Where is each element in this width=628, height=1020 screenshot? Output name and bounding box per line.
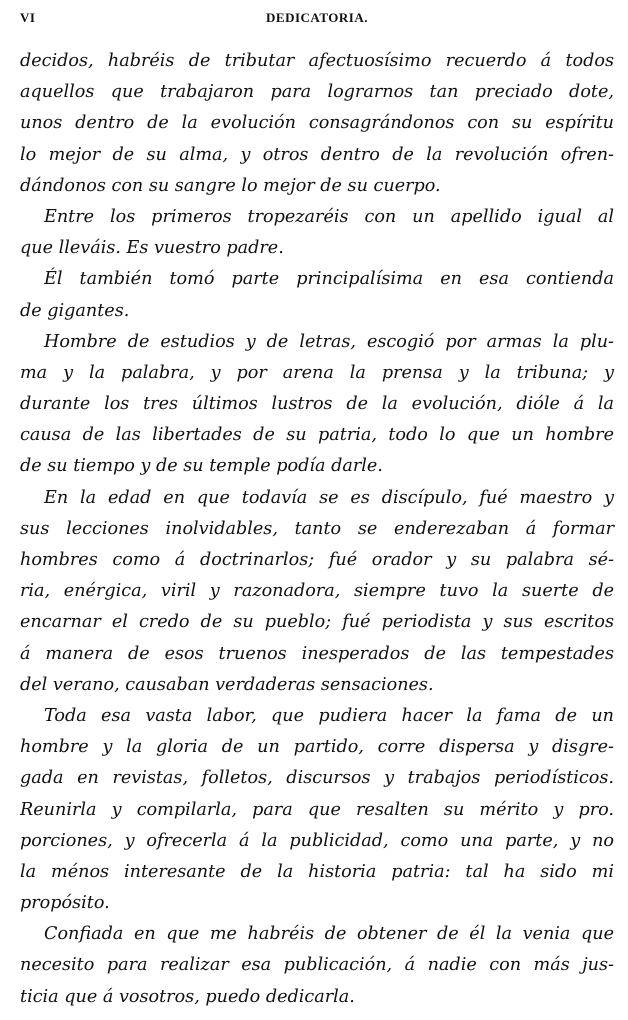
running-head	[20, 10, 614, 28]
text-line: encarnar el credo de su pueblo; fué periodista y sus escritos	[20, 612, 614, 633]
paragraph	[20, 46, 614, 202]
text-line: que lleváis. Es vuestro padre.	[20, 238, 284, 259]
text-line: propósito.	[20, 893, 110, 914]
page-number: VI	[20, 10, 36, 25]
text-line: necesito para realizar esa publicación, á nadie con más jus-	[20, 955, 614, 976]
text-line: hombres como á doctrinarlos; fué orador y su palabra sé-	[20, 550, 614, 570]
text-line: la ménos interesante de la historia patria: tal ha sido mi	[20, 861, 614, 882]
text-line: Él también tomó parte principalísima en esa contienda	[44, 269, 614, 290]
paragraph	[20, 264, 614, 326]
text-line: unos dentro de la evolución consagrándonos con su espíritu	[20, 113, 614, 134]
text-line: dándonos con su sangre lo mejor de su cuerpo.	[20, 175, 441, 196]
text-line: ticia que á vosotros, puedo dedicarla.	[20, 986, 355, 1007]
paragraph	[20, 202, 614, 264]
text-line: á manera de esos truenos inesperados de las tempestades	[20, 643, 614, 664]
text-line: decidos, habréis de tributar afectuosísimo recuerdo á todos	[20, 51, 614, 71]
text-line: lo mejor de su alma, y otros dentro de la revolución ofren-	[20, 144, 614, 165]
text-line: Toda esa vasta labor, que pudiera hacer la fama de un	[44, 705, 614, 726]
text-line: ma y la palabra, y por arena la prensa y la tribuna; y	[20, 362, 614, 383]
text-line: sus lecciones inolvidables, tanto se enderezaban á formar	[20, 518, 614, 539]
paragraph	[20, 327, 614, 483]
text-line: gada en revistas, folletos, discursos y trabajos periodísticos.	[20, 768, 614, 789]
text-line: Reunirla y compilarla, para que resalten su mérito y pro.	[20, 799, 614, 820]
paragraph	[20, 483, 614, 701]
text-line: porciones, y ofrecerla á la publicidad, como una parte, y no	[20, 830, 614, 851]
text-line: Hombre de estudios y de letras, escogió por armas la plu-	[44, 331, 614, 352]
text-line: Confiada en que me habréis de obtener de él la venia que	[44, 924, 614, 945]
text-line: de su tiempo y de su temple podía darle.	[20, 456, 383, 477]
text-line: aquellos que trabajaron para lograrnos tan preciado dote,	[20, 82, 614, 103]
text-line: de gigantes.	[20, 300, 130, 321]
section-title: DEDICATORIA.	[266, 10, 368, 25]
text-line: durante los tres últimos lustros de la evolución, dióle á la	[20, 394, 614, 415]
body-text	[20, 46, 614, 1013]
text-line: del verano, causaban verdaderas sensaciones.	[20, 674, 434, 695]
text-line: hombre y la gloria de un partido, corre dispersa y disgre-	[20, 737, 614, 758]
text-line: causa de las libertades de su patria, todo lo que un hombre	[20, 425, 614, 446]
text-line: En la edad en que todavía se es discípulo, fué maestro y	[44, 487, 614, 508]
text-line: ria, enérgica, viril y razonadora, siempre tuvo la suerte de	[20, 581, 614, 602]
text-line: Entre los primeros tropezaréis con un apellido igual al	[44, 206, 614, 227]
paragraph	[20, 919, 614, 1013]
paragraph	[20, 701, 614, 919]
